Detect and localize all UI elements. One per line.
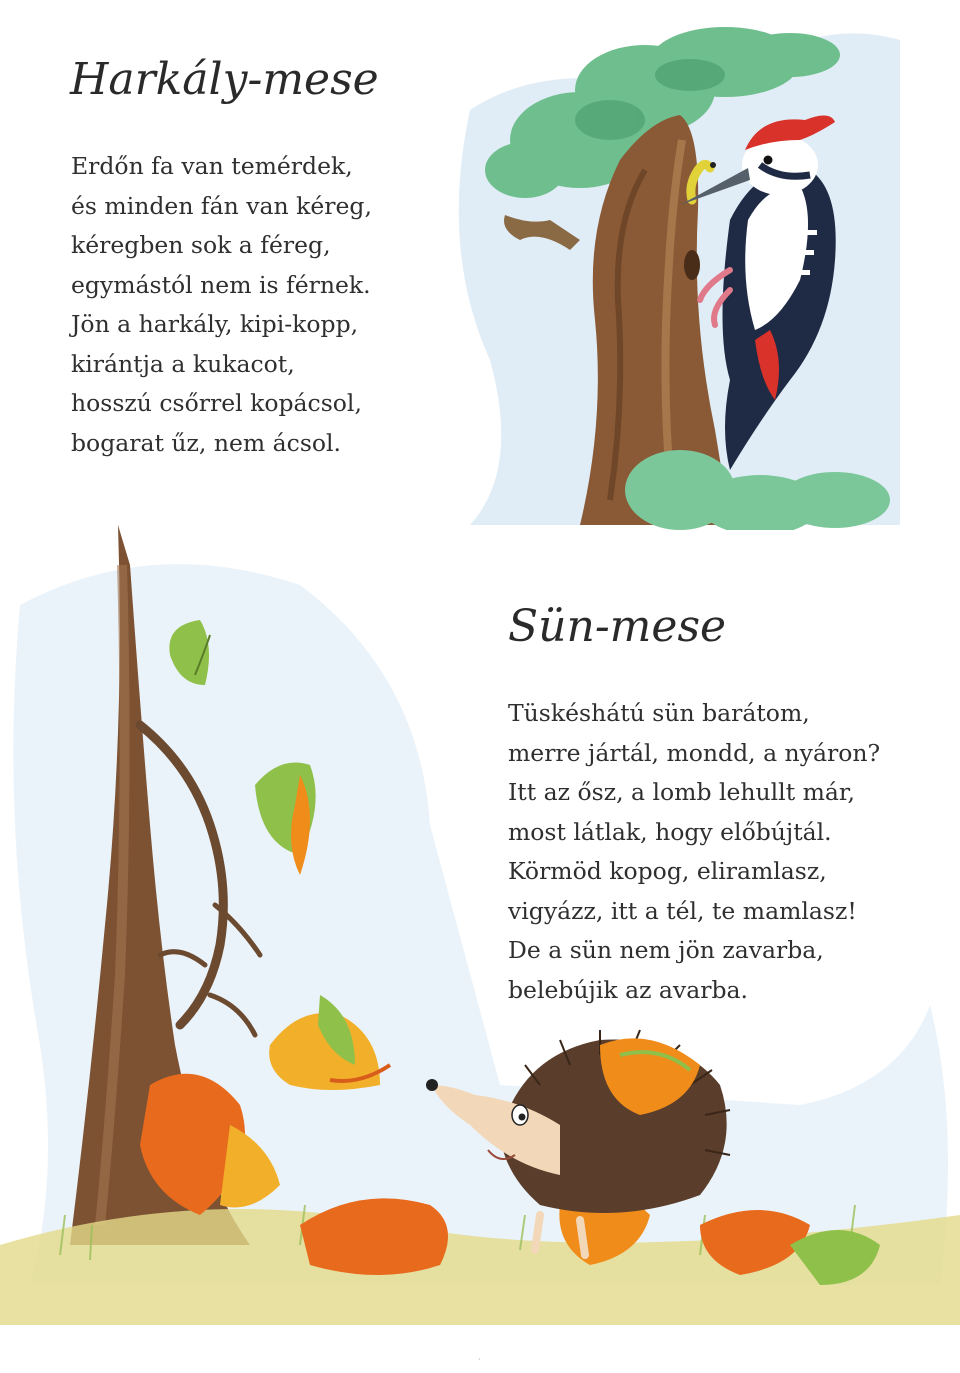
poem-line: bogarat űz, nem ácsol. (71, 428, 342, 457)
poem-line: kirántja a kukacot, (71, 349, 295, 378)
poem-title-sun: Sün-mese (508, 601, 727, 652)
poem-line: De a sün nem jön zavarba, (508, 936, 824, 964)
poem-line: Tüskéshátú sün barátom, (508, 699, 810, 727)
poem-title-harkaly: Harkály-mese (70, 54, 379, 105)
poem-line: Erdőn fa van temérdek, (71, 152, 353, 180)
poem-sun (508, 694, 880, 1010)
poem-line: egymástól nem is férnek. (71, 270, 371, 299)
poem-line: belebújik az avarba. (508, 975, 748, 1004)
poem-line: merre jártál, mondd, a nyáron? (508, 738, 881, 767)
poem-line: és minden fán van kéreg, (71, 191, 372, 220)
poem-line: Körmöd kopog, eliramlasz, (508, 857, 827, 885)
poem-harkaly (71, 147, 372, 463)
poem-line: most látlak, hogy előbújtál. (508, 817, 832, 846)
poem-line: vigyázz, itt a tél, te mamlasz! (508, 896, 857, 925)
woodpecker-illustration (430, 0, 910, 530)
poem-line: Itt az ősz, a lomb lehullt már, (508, 778, 856, 806)
page-footer-mark: · (478, 1355, 481, 1364)
poem-line: Jön a harkály, kipi-kopp, (71, 310, 359, 338)
poem-line: hosszú csőrrel kopácsol, (71, 389, 362, 417)
poem-line: kéregben sok a féreg, (71, 231, 331, 259)
